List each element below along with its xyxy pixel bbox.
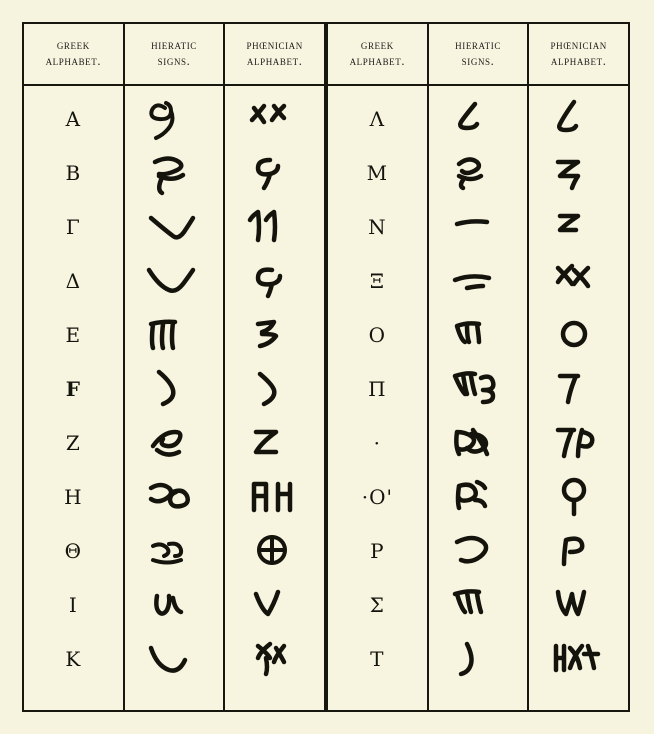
table-row bbox=[125, 200, 224, 254]
table-row bbox=[24, 470, 123, 524]
table-row bbox=[529, 416, 628, 470]
table-row bbox=[125, 146, 224, 200]
hieratic-aleph-glyph bbox=[125, 92, 224, 146]
table-row bbox=[328, 92, 427, 146]
hieratic-ain-glyph bbox=[429, 308, 528, 362]
table-row bbox=[24, 362, 123, 416]
table-row bbox=[529, 470, 628, 524]
comparison-table bbox=[22, 22, 630, 712]
greek-letter: Μ bbox=[366, 161, 389, 185]
table-row bbox=[125, 524, 224, 578]
greek-letter: Π bbox=[368, 377, 387, 401]
greek-letter: Ι bbox=[68, 593, 78, 617]
table-row bbox=[225, 254, 324, 308]
table-row bbox=[328, 416, 427, 470]
phoen-tsade-glyph bbox=[529, 416, 628, 470]
table-row bbox=[225, 470, 324, 524]
column-header-phoenician-1 bbox=[225, 24, 324, 86]
table-row bbox=[328, 632, 427, 686]
hieratic-koph-glyph bbox=[429, 470, 528, 524]
table-row bbox=[125, 254, 224, 308]
hieratic-pe-glyph bbox=[429, 362, 528, 416]
table-row bbox=[429, 200, 528, 254]
greek-letter: Α bbox=[65, 107, 82, 131]
table-row bbox=[328, 524, 427, 578]
column-header-greek-2 bbox=[328, 24, 427, 86]
table-row bbox=[328, 308, 427, 362]
greek-letter: Ε bbox=[65, 323, 82, 347]
header-line-1: greek bbox=[56, 38, 90, 53]
header-line-2: alphabet. bbox=[349, 54, 406, 68]
table-row bbox=[125, 578, 224, 632]
column-hieratic-signs-1 bbox=[125, 24, 226, 710]
column-body-phoenician-2 bbox=[529, 86, 628, 710]
table-row bbox=[225, 524, 324, 578]
table-row bbox=[125, 308, 224, 362]
hieratic-gimel-glyph bbox=[125, 200, 224, 254]
table-row bbox=[24, 524, 123, 578]
greek-letter: Η bbox=[64, 485, 83, 509]
phoen-samech-glyph bbox=[529, 254, 628, 308]
phoen-daleth-glyph bbox=[225, 254, 324, 308]
hieratic-tsade-glyph bbox=[429, 416, 528, 470]
table-row bbox=[225, 578, 324, 632]
greek-letter: Τ bbox=[370, 647, 385, 671]
hieratic-daleth-glyph bbox=[125, 254, 224, 308]
table-row bbox=[429, 92, 528, 146]
hieratic-samech-glyph bbox=[429, 254, 528, 308]
table-row bbox=[429, 308, 528, 362]
greek-letter: Γ bbox=[65, 215, 81, 239]
greek-letter: Θ bbox=[64, 539, 83, 563]
hieratic-yod-glyph bbox=[125, 578, 224, 632]
table-row bbox=[24, 146, 123, 200]
header-line-1: phœnician bbox=[246, 38, 303, 53]
greek-letter: F bbox=[65, 377, 81, 401]
header-line-1: hieratic bbox=[455, 38, 501, 53]
table-row bbox=[225, 308, 324, 362]
greek-letter: Ν bbox=[368, 215, 387, 239]
table-row bbox=[225, 200, 324, 254]
hieratic-nun-glyph bbox=[429, 200, 528, 254]
table-row bbox=[125, 416, 224, 470]
column-body-hieratic-1 bbox=[125, 86, 224, 710]
phoen-gimel-glyph bbox=[225, 200, 324, 254]
table-row bbox=[125, 470, 224, 524]
phoen-aleph-glyph bbox=[225, 92, 324, 146]
table-row bbox=[529, 578, 628, 632]
table-row bbox=[429, 146, 528, 200]
table-row bbox=[529, 632, 628, 686]
table-row bbox=[225, 362, 324, 416]
phoen-lamed-glyph bbox=[529, 92, 628, 146]
phoen-yod-glyph bbox=[225, 578, 324, 632]
column-header-hieratic-1 bbox=[125, 24, 224, 86]
table-row bbox=[429, 524, 528, 578]
hieratic-lamed-glyph bbox=[429, 92, 528, 146]
hieratic-cheth-glyph bbox=[125, 470, 224, 524]
greek-letter: Ο bbox=[368, 323, 387, 347]
phoen-he-glyph bbox=[225, 308, 324, 362]
table-row bbox=[429, 362, 528, 416]
column-header-hieratic-2 bbox=[429, 24, 528, 86]
table-row bbox=[328, 200, 427, 254]
greek-letter: Β bbox=[65, 161, 82, 185]
greek-letter: ·Ο' bbox=[361, 485, 393, 509]
table-row bbox=[529, 254, 628, 308]
table-row bbox=[429, 254, 528, 308]
column-greek-alphabet-1 bbox=[24, 24, 125, 710]
phoen-beth-glyph bbox=[225, 146, 324, 200]
table-row bbox=[328, 362, 427, 416]
header-line-1: phœnician bbox=[550, 38, 607, 53]
header-line-2: alphabet. bbox=[550, 54, 607, 68]
table-row bbox=[24, 200, 123, 254]
hieratic-tau-glyph bbox=[429, 632, 528, 686]
table-row bbox=[429, 416, 528, 470]
table-row bbox=[225, 416, 324, 470]
header-line-1: greek bbox=[360, 38, 394, 53]
table-row bbox=[24, 632, 123, 686]
phoen-kaph-glyph bbox=[225, 632, 324, 686]
header-line-2: alphabet. bbox=[45, 54, 102, 68]
column-body-phoenician-1 bbox=[225, 86, 324, 710]
table-row bbox=[529, 362, 628, 416]
phoen-tau-glyph bbox=[529, 632, 628, 686]
table-row bbox=[328, 146, 427, 200]
phoen-pe-glyph bbox=[529, 362, 628, 416]
greek-letter: Λ bbox=[369, 107, 386, 131]
table-row bbox=[328, 578, 427, 632]
column-phoenician-alphabet-2 bbox=[529, 24, 628, 710]
greek-letter: Κ bbox=[65, 647, 82, 671]
table-row bbox=[24, 578, 123, 632]
table-row bbox=[529, 200, 628, 254]
table-row bbox=[529, 524, 628, 578]
table-row bbox=[24, 416, 123, 470]
column-body-greek-2 bbox=[328, 86, 427, 710]
header-line-2: alphabet. bbox=[246, 54, 303, 68]
column-phoenician-alphabet-1 bbox=[225, 24, 326, 710]
table-row bbox=[429, 470, 528, 524]
hieratic-shin-glyph bbox=[429, 578, 528, 632]
phoen-ain-glyph bbox=[529, 308, 628, 362]
hieratic-vau-glyph bbox=[125, 362, 224, 416]
phoen-resh-glyph bbox=[529, 524, 628, 578]
phoen-zain-glyph bbox=[225, 416, 324, 470]
table-row bbox=[328, 470, 427, 524]
greek-letter: Δ bbox=[65, 269, 82, 293]
table-row bbox=[24, 308, 123, 362]
phoen-cheth-glyph bbox=[225, 470, 324, 524]
table-row bbox=[429, 578, 528, 632]
hieratic-kaph-glyph bbox=[125, 632, 224, 686]
table-row bbox=[529, 92, 628, 146]
table-row bbox=[225, 146, 324, 200]
header-line-2: signs. bbox=[461, 54, 495, 68]
hieratic-zain-glyph bbox=[125, 416, 224, 470]
table-row bbox=[529, 146, 628, 200]
table-row bbox=[24, 92, 123, 146]
phoen-shin-glyph bbox=[529, 578, 628, 632]
table-row bbox=[24, 254, 123, 308]
table-row bbox=[225, 92, 324, 146]
phoen-nun-glyph bbox=[529, 200, 628, 254]
column-header-phoenician-2 bbox=[529, 24, 628, 86]
column-body-hieratic-2 bbox=[429, 86, 528, 710]
table-row bbox=[125, 362, 224, 416]
table-row bbox=[125, 632, 224, 686]
table-row bbox=[529, 308, 628, 362]
hieratic-resh-glyph bbox=[429, 524, 528, 578]
table-row bbox=[225, 632, 324, 686]
column-body-greek-1 bbox=[24, 86, 123, 710]
header-line-2: signs. bbox=[157, 54, 191, 68]
phoen-koph-glyph bbox=[529, 470, 628, 524]
greek-letter: Ζ bbox=[65, 431, 81, 455]
column-greek-alphabet-2 bbox=[326, 24, 429, 710]
greek-letter: · bbox=[373, 431, 382, 455]
greek-letter: Ξ bbox=[369, 269, 385, 293]
column-hieratic-signs-2 bbox=[429, 24, 530, 710]
greek-letter: Σ bbox=[369, 593, 385, 617]
hieratic-mem-glyph bbox=[429, 146, 528, 200]
phoen-mem-glyph bbox=[529, 146, 628, 200]
hieratic-he-glyph bbox=[125, 308, 224, 362]
greek-letter: Ρ bbox=[370, 539, 385, 563]
header-line-1: hieratic bbox=[151, 38, 197, 53]
phoen-vau-glyph bbox=[225, 362, 324, 416]
phoen-teth-glyph bbox=[225, 524, 324, 578]
table-row bbox=[125, 92, 224, 146]
hieratic-beth-glyph bbox=[125, 146, 224, 200]
table-row bbox=[328, 254, 427, 308]
hieratic-teth-glyph bbox=[125, 524, 224, 578]
table-row bbox=[429, 632, 528, 686]
column-header-greek-1 bbox=[24, 24, 123, 86]
